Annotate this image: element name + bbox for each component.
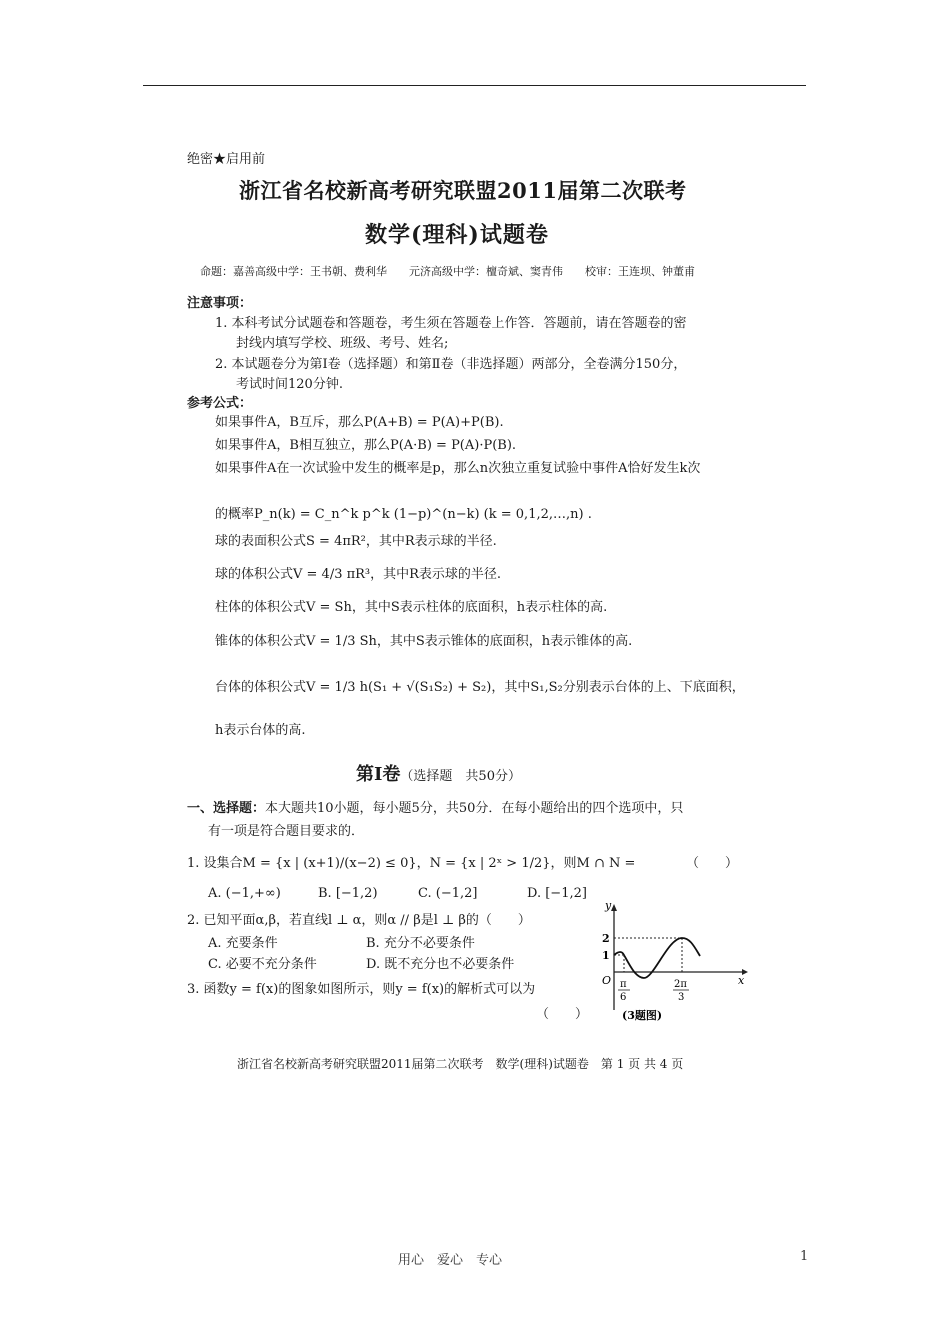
choice-intro-text: 本大题共10小题，每小题5分，共50分．在每小题给出的四个选项中，只 [265, 801, 684, 816]
choice-intro-line-2: 有一项是符合题目要求的． [208, 824, 365, 839]
question-2-option-a: A. 充要条件 [208, 936, 278, 951]
question-1-option-a: A. (−1,+∞) [208, 886, 281, 901]
formula-bernoulli-intro: 如果事件A在一次试验中发生的概率是p，那么n次独立重复试验中事件A恰好发生k次 [215, 461, 701, 476]
section-1-heading [356, 760, 521, 786]
formula-frustum-height-note: h表示台体的高. [215, 723, 306, 738]
notes-item-2-line-1: 2. 本试题卷分为第Ⅰ卷（选择题）和第Ⅱ卷（非选择题）两部分，全卷满分150分， [215, 357, 687, 372]
graph-x-label: x [738, 974, 745, 987]
page-number: 1 [800, 1249, 809, 1264]
formula-independent-events: 如果事件A，B相互独立，那么P(A·B) = P(A)·P(B). [215, 438, 517, 453]
formula-bernoulli-probability: 的概率P_n(k) = C_n^k p^k (1−p)^(n−k) (k = 0,1,2,…,n) . [215, 507, 592, 522]
notes-heading: 注意事项： [187, 296, 253, 311]
exam-subtitle: 数学(理科)试题卷 [365, 222, 549, 248]
notes-item-1-line-1: 1. 本科考试分试题卷和答题卷，考生须在答题卷上作答．答题前，请在答题卷的密 [215, 316, 687, 331]
exam-title: 浙江省名校新高考研究联盟2011届第二次联考 [239, 178, 687, 203]
formula-sphere-area: 球的表面积公式S = 4πR²，其中R表示球的半径. [215, 534, 497, 549]
choice-intro-line-1 [187, 797, 683, 816]
question-2-option-b: B. 充分不必要条件 [366, 936, 475, 951]
graph-tick-x2-numerator: 2π [674, 979, 687, 990]
y-axis-arrow-icon [611, 904, 617, 911]
notes-item-1-line-2: 封线内填写学校、班级、考号、姓名; [236, 336, 449, 351]
formula-frustum-volume: 台体的体积公式V = 1/3 h(S₁ + √(S₁S₂) + S₂)，其中S₁,S₂分别表示台体的上、下底面积， [215, 680, 745, 695]
question-2-stem: 2. 已知平面α,β，若直线l ⊥ α，则α // β是l ⊥ β的（ ） [187, 913, 531, 928]
question-3-answer-paren: （ ） [536, 1007, 589, 1022]
question-1-answer-paren: （ ） [686, 856, 739, 871]
graph-y-label: y [605, 900, 612, 912]
section-1-title: 第Ⅰ卷 [356, 764, 401, 785]
question-1-option-b: B. [−1,2) [318, 886, 378, 901]
question-1-option-c: C. (−1,2] [418, 886, 478, 901]
question-2-option-c: C. 必要不充分条件 [208, 957, 317, 972]
graph-tick-y1: 1 [602, 949, 610, 962]
notes-item-2-line-2: 考试时间120分钟. [236, 377, 343, 392]
authors-line: 命题：嘉善高级中学：王书朝、费利华 元济高级中学：檀奇斌、窦青伟 校审：王连坝、钟董甫 [200, 265, 695, 278]
graph-tick-x1-denominator: 6 [620, 992, 627, 1003]
graph-tick-y2: 2 [602, 932, 610, 945]
formula-exclusive-events: 如果事件A，B互斥，那么P(A+B) = P(A)+P(B). [215, 415, 504, 430]
question-1-option-d: D. [−1,2] [527, 886, 587, 901]
graph-caption: (3题图) [622, 1009, 663, 1022]
question-3-graph [592, 900, 752, 1025]
formula-prism-volume: 柱体的体积公式V = Sh，其中S表示柱体的底面积，h表示柱体的高. [215, 600, 608, 615]
header-rule [143, 85, 806, 86]
graph-origin-label: O [602, 974, 612, 987]
graph-tick-x2-denominator: 3 [678, 992, 685, 1003]
page-footer: 浙江省名校新高考研究联盟2011届第二次联考 数学(理科)试题卷 第 1 页 共 4 页 [237, 1057, 684, 1071]
choice-intro-label: 一、选择题： [187, 801, 266, 816]
bottom-motto: 用心 爱心 专心 [398, 1253, 503, 1268]
formulas-heading: 参考公式： [187, 396, 253, 411]
confidential-label: 绝密★启用前 [187, 152, 266, 167]
formula-pyramid-volume: 锥体的体积公式V = 1/3 Sh，其中S表示锥体的底面积，h表示锥体的高. [215, 634, 633, 649]
graph-tick-x1-numerator: π [620, 979, 627, 990]
question-3-stem: 3. 函数y = f(x)的图象如图所示，则y = f(x)的解析式可以为 [187, 982, 536, 997]
formula-sphere-volume: 球的体积公式V = 4/3 πR³，其中R表示球的半径. [215, 567, 502, 582]
question-1-stem: 1. 设集合M = {x | (x+1)/(x−2) ≤ 0}，N = {x | 2ˣ > 1/2}，则M ∩ N = [187, 856, 636, 871]
section-1-subtitle: （选择题 共50分） [400, 769, 521, 784]
question-2-option-d: D. 既不充分也不必要条件 [366, 957, 515, 972]
